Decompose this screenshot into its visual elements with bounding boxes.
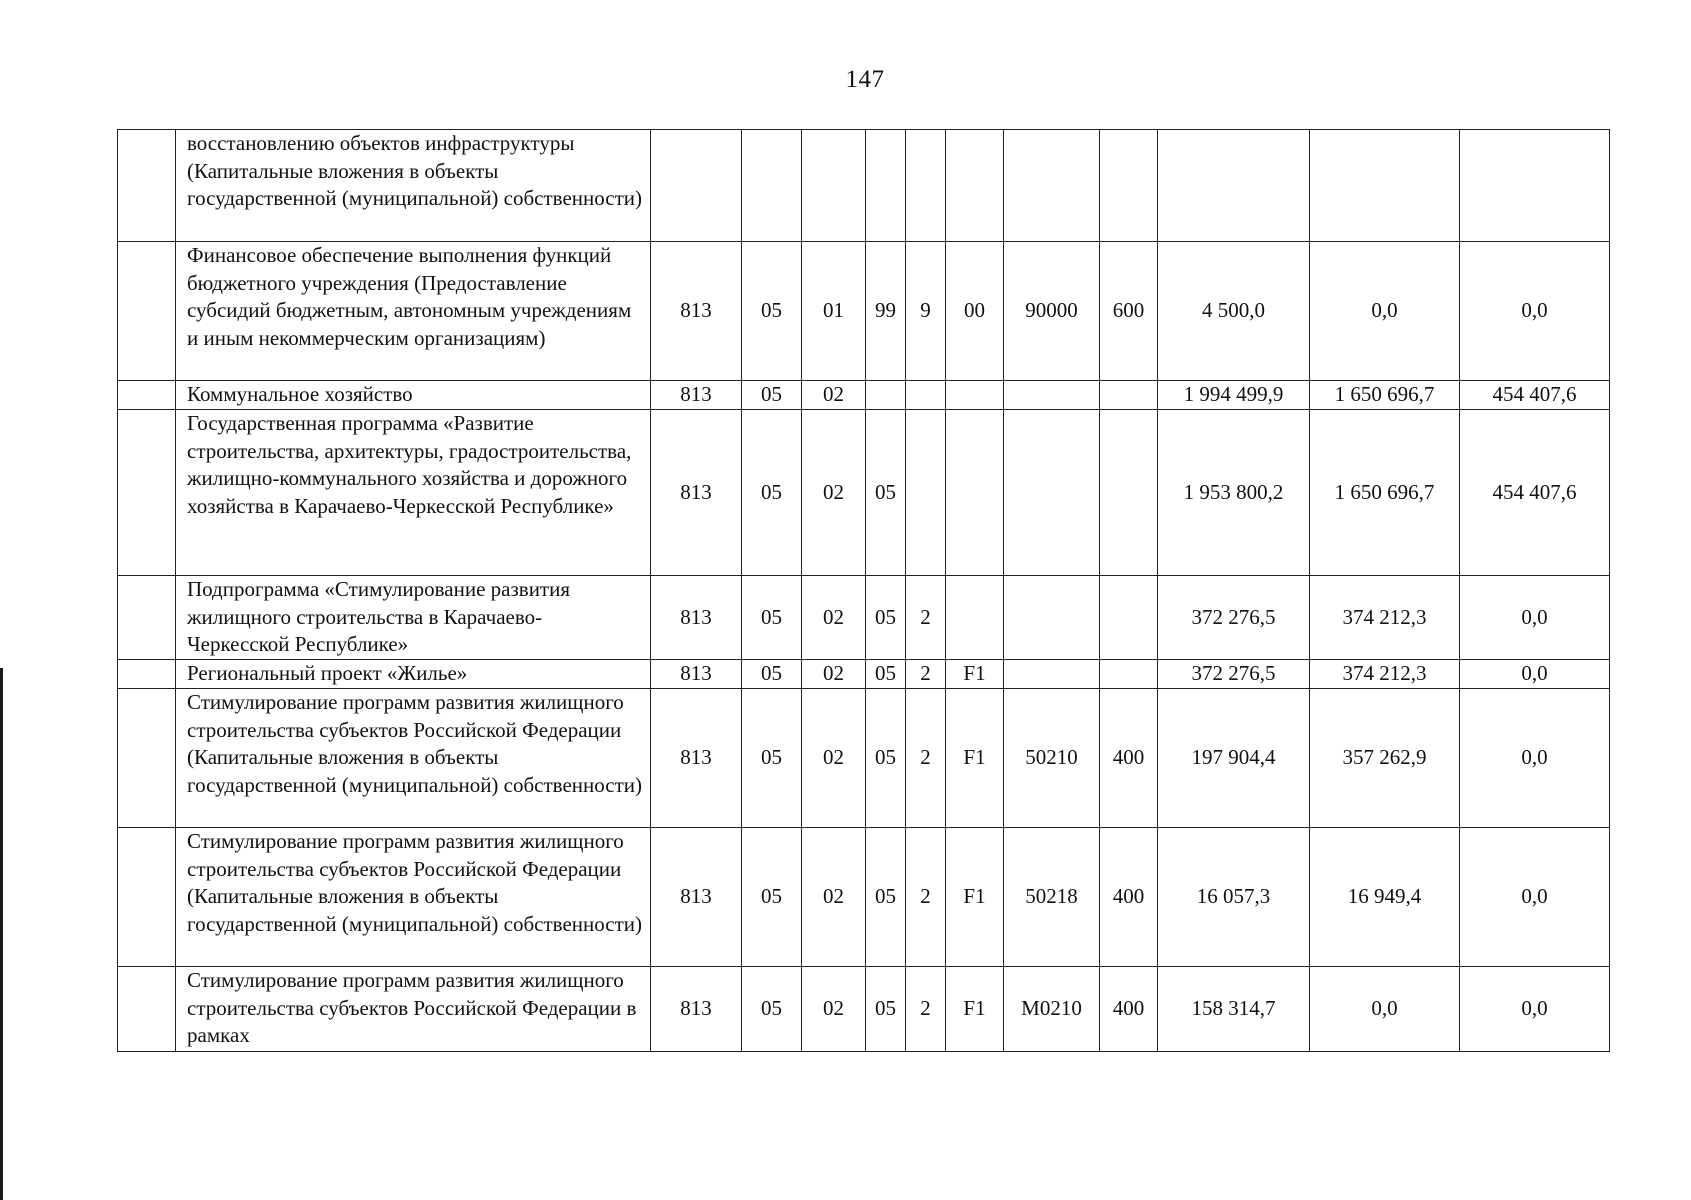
ved-code-cell: 813 [651,381,742,410]
amount-year-1-cell: 4 500,0 [1158,242,1310,381]
target-project-code-cell: F1 [946,689,1004,828]
amount-year-1-cell: 1 953 800,2 [1158,410,1310,576]
amount-year-2-cell: 0,0 [1310,242,1460,381]
row-name-cell: Стимулирование программ развития жилищного строительства субъектов Российской Федерации (Капитальные вложения в объекты государственной (муниципальной) собственности) [176,689,651,828]
ved-code-cell: 813 [651,410,742,576]
target-program-code-cell: 05 [866,660,906,689]
target-direction-code-cell: 50218 [1004,828,1100,967]
ved-code-cell: 813 [651,967,742,1052]
row-number-cell [118,381,176,410]
amount-year-3-cell [1460,130,1610,242]
expense-type-code-cell [1100,576,1158,660]
row-name-cell: восстановлению объектов инфраструктуры (Капитальные вложения в объекты государственной (муниципальной) собственности) [176,130,651,242]
expense-type-code-cell [1100,130,1158,242]
subsection-code-cell: 02 [802,410,866,576]
target-direction-code-cell: M0210 [1004,967,1100,1052]
amount-year-2-cell: 374 212,3 [1310,576,1460,660]
subsection-code-cell: 02 [802,381,866,410]
target-subprogram-code-cell: 2 [906,967,946,1052]
table-row [118,660,1610,689]
amount-year-1-cell: 372 276,5 [1158,576,1310,660]
amount-year-2-cell [1310,130,1460,242]
amount-year-1-cell: 372 276,5 [1158,660,1310,689]
amount-year-2-cell: 357 262,9 [1310,689,1460,828]
row-name-cell: Региональный проект «Жилье» [176,660,651,689]
subsection-code-cell: 02 [802,828,866,967]
target-project-code-cell: 00 [946,242,1004,381]
subsection-code-cell: 01 [802,242,866,381]
amount-year-3-cell: 0,0 [1460,828,1610,967]
target-project-code-cell [946,130,1004,242]
section-code-cell: 05 [742,689,802,828]
ved-code-cell: 813 [651,689,742,828]
section-code-cell: 05 [742,828,802,967]
section-code-cell: 05 [742,410,802,576]
expense-type-code-cell: 600 [1100,242,1158,381]
row-number-cell [118,410,176,576]
section-code-cell: 05 [742,576,802,660]
budget-table-body [118,130,1610,1052]
target-project-code-cell: F1 [946,660,1004,689]
amount-year-3-cell: 0,0 [1460,576,1610,660]
row-number-cell [118,576,176,660]
target-project-code-cell [946,576,1004,660]
target-subprogram-code-cell [906,381,946,410]
amount-year-3-cell: 0,0 [1460,660,1610,689]
section-code-cell: 05 [742,660,802,689]
ved-code-cell: 813 [651,242,742,381]
target-program-code-cell: 05 [866,828,906,967]
target-direction-code-cell [1004,576,1100,660]
target-direction-code-cell [1004,381,1100,410]
target-subprogram-code-cell: 2 [906,828,946,967]
amount-year-2-cell: 16 949,4 [1310,828,1460,967]
amount-year-2-cell: 0,0 [1310,967,1460,1052]
target-program-code-cell [866,381,906,410]
target-direction-code-cell [1004,660,1100,689]
subsection-code-cell [802,130,866,242]
amount-year-2-cell: 1 650 696,7 [1310,381,1460,410]
subsection-code-cell: 02 [802,689,866,828]
expense-type-code-cell [1100,410,1158,576]
row-number-cell [118,130,176,242]
target-subprogram-code-cell [906,410,946,576]
amount-year-2-cell: 374 212,3 [1310,660,1460,689]
row-name-cell: Коммунальное хозяйство [176,381,651,410]
scan-edge-mark [0,668,3,1200]
target-subprogram-code-cell: 2 [906,660,946,689]
amount-year-3-cell: 0,0 [1460,689,1610,828]
target-project-code-cell [946,381,1004,410]
subsection-code-cell: 02 [802,967,866,1052]
amount-year-3-cell: 454 407,6 [1460,381,1610,410]
section-code-cell: 05 [742,381,802,410]
target-subprogram-code-cell: 2 [906,576,946,660]
amount-year-1-cell: 1 994 499,9 [1158,381,1310,410]
subsection-code-cell: 02 [802,576,866,660]
target-subprogram-code-cell: 9 [906,242,946,381]
target-program-code-cell: 05 [866,967,906,1052]
table-row [118,130,1610,242]
expense-type-code-cell [1100,660,1158,689]
budget-table [117,129,1610,1052]
row-name-cell: Финансовое обеспечение выполнения функций бюджетного учреждения (Предоставление субсидий бюджетным, автономным учреждениям и иным некоммерческим организациям) [176,242,651,381]
target-direction-code-cell [1004,410,1100,576]
amount-year-3-cell: 454 407,6 [1460,410,1610,576]
ved-code-cell [651,130,742,242]
ved-code-cell: 813 [651,828,742,967]
table-row [118,967,1610,1052]
expense-type-code-cell: 400 [1100,828,1158,967]
row-name-cell: Стимулирование программ развития жилищного строительства субъектов Российской Федерации в рамках [176,967,651,1052]
target-program-code-cell [866,130,906,242]
target-direction-code-cell [1004,130,1100,242]
amount-year-1-cell [1158,130,1310,242]
amount-year-1-cell: 16 057,3 [1158,828,1310,967]
amount-year-2-cell: 1 650 696,7 [1310,410,1460,576]
table-row [118,576,1610,660]
row-name-cell: Государственная программа «Развитие строительства, архитектуры, градостроительства, жилищно-коммунального хозяйства и дорожного хозяйства в Карачаево-Черкесской Республике» [176,410,651,576]
expense-type-code-cell: 400 [1100,967,1158,1052]
table-row [118,242,1610,381]
amount-year-3-cell: 0,0 [1460,242,1610,381]
target-project-code-cell: F1 [946,967,1004,1052]
row-number-cell [118,660,176,689]
row-number-cell [118,242,176,381]
section-code-cell: 05 [742,242,802,381]
section-code-cell: 05 [742,967,802,1052]
target-project-code-cell: F1 [946,828,1004,967]
ved-code-cell: 813 [651,660,742,689]
amount-year-1-cell: 158 314,7 [1158,967,1310,1052]
row-number-cell [118,828,176,967]
row-name-cell: Стимулирование программ развития жилищного строительства субъектов Российской Федерации (Капитальные вложения в объекты государственной (муниципальной) собственности) [176,828,651,967]
row-number-cell [118,967,176,1052]
table-row [118,381,1610,410]
section-code-cell [742,130,802,242]
target-program-code-cell: 05 [866,410,906,576]
table-row [118,828,1610,967]
target-direction-code-cell: 50210 [1004,689,1100,828]
row-name-cell: Подпрограмма «Стимулирование развития жилищного строительства в Карачаево-Черкесской Республике» [176,576,651,660]
target-program-code-cell: 05 [866,576,906,660]
target-project-code-cell [946,410,1004,576]
row-number-cell [118,689,176,828]
expense-type-code-cell [1100,381,1158,410]
amount-year-1-cell: 197 904,4 [1158,689,1310,828]
target-subprogram-code-cell: 2 [906,689,946,828]
table-row [118,689,1610,828]
expense-type-code-cell: 400 [1100,689,1158,828]
target-program-code-cell: 05 [866,689,906,828]
page-number: 147 [845,66,885,93]
table-row [118,410,1610,576]
target-program-code-cell: 99 [866,242,906,381]
ved-code-cell: 813 [651,576,742,660]
target-subprogram-code-cell [906,130,946,242]
subsection-code-cell: 02 [802,660,866,689]
amount-year-3-cell: 0,0 [1460,967,1610,1052]
target-direction-code-cell: 90000 [1004,242,1100,381]
